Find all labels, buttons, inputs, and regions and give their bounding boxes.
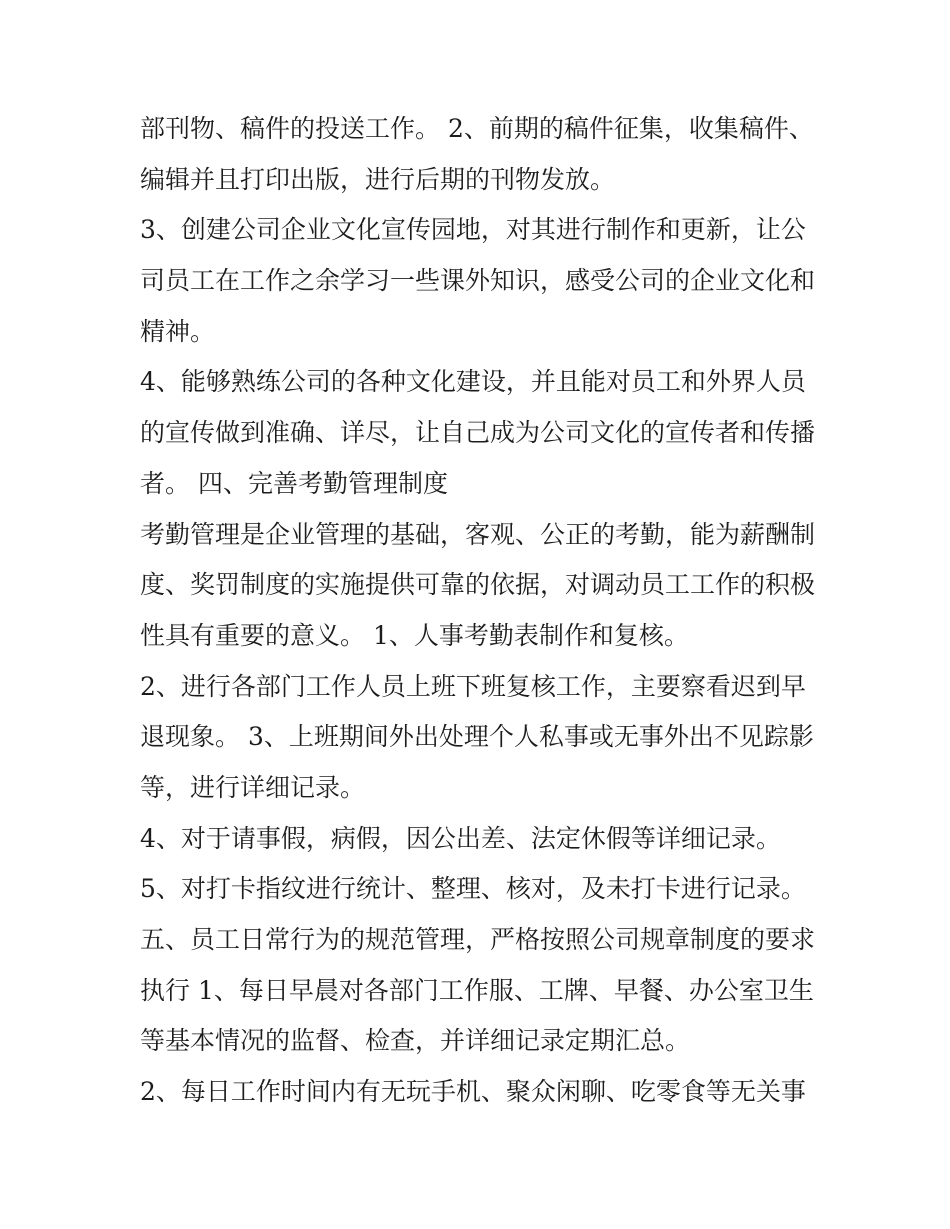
text-line: 编辑并且打印出版，进行后期的刊物发放。	[140, 164, 616, 194]
document-body	[140, 104, 820, 1118]
text-line: 等基本情况的监督、检查，并详细记录定期汇总。	[140, 1026, 691, 1056]
text-line: 考勤管理是企业管理的基础，客观、公正的考勤，能为薪酬制	[140, 519, 816, 549]
text-line: 的宣传做到准确、详尽，让自己成为公司文化的宣传者和传播	[140, 418, 816, 448]
text-line: 2、每日工作时间内有无玩手机、聚众闲聊、吃零食等无关事	[140, 1077, 806, 1107]
text-line: 2、进行各部门工作人员上班下班复核工作，主要察看迟到早	[140, 671, 806, 701]
text-line: 5、对打卡指纹进行统计、整理、核对，及未打卡进行记录。	[140, 874, 806, 904]
text-line: 4、能够熟练公司的各种文化建设，并且能对员工和外界人员	[140, 367, 806, 397]
text-line: 3、创建公司企业文化宣传园地，对其进行制作和更新，让公	[140, 215, 806, 245]
text-line: 度、奖罚制度的实施提供可靠的依据，对调动员工工作的积极	[140, 570, 816, 600]
text-line: 五、员工日常行为的规范管理，严格按照公司规章制度的要求	[140, 925, 816, 954]
text-line: 司员工在工作之余学习一些课外知识，感受公司的企业文化和	[140, 266, 816, 296]
text-line: 精神。	[140, 316, 216, 346]
text-line: 等，进行详细记录。	[140, 772, 366, 802]
text-line: 退现象。 3、上班期间外出处理个人私事或无事外出不见踪影	[140, 722, 814, 752]
text-line: 4、对于请事假，病假，因公出差、法定休假等详细记录。	[140, 823, 781, 853]
text-line: 者。 四、完善考勤管理制度	[140, 468, 448, 498]
text-line: 执行 1、每日早晨对各部门工作服、工牌、早餐、办公室卫生	[140, 975, 814, 1005]
text-line: 部刊物、稿件的投送工作。 2、前期的稿件征集，收集稿件、	[140, 114, 814, 143]
text-line: 性具有重要的意义。 1、人事考勤表制作和复核。	[140, 620, 689, 650]
